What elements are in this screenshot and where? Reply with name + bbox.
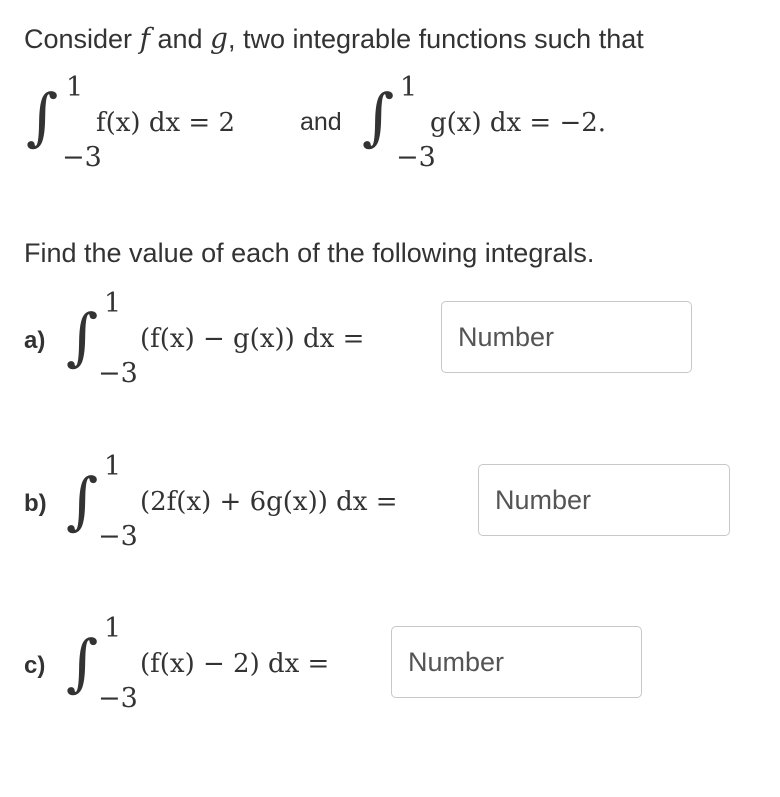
question-c-upper-limit: 1 bbox=[104, 613, 122, 644]
given-g-expression: g(x) dx = −2. bbox=[430, 108, 607, 138]
intro-f: f bbox=[139, 22, 150, 55]
question-c-integral-sign: ∫ bbox=[66, 626, 99, 699]
question-c-expression: (f(x) − 2) dx = bbox=[140, 649, 330, 679]
question-a-expression: (f(x) − g(x)) dx = bbox=[140, 324, 365, 354]
question-a-upper-limit: 1 bbox=[104, 288, 122, 319]
given-g-lower-limit: −3 bbox=[396, 142, 436, 173]
given-g-integral-sign: ∫ bbox=[362, 80, 395, 153]
question-b-upper-limit: 1 bbox=[104, 451, 122, 482]
question-b-answer-input[interactable] bbox=[478, 464, 730, 536]
question-a-label: a) bbox=[24, 327, 46, 354]
question-c-label: c) bbox=[24, 652, 46, 679]
question-c-answer-input[interactable] bbox=[391, 626, 642, 698]
question-b-lower-limit: −3 bbox=[98, 521, 138, 552]
question-a-integral-sign: ∫ bbox=[66, 300, 99, 373]
given-g-upper-limit: 1 bbox=[400, 72, 418, 103]
question-b-label: b) bbox=[24, 490, 47, 517]
question-c-lower-limit: −3 bbox=[98, 683, 138, 714]
question-a-lower-limit: −3 bbox=[98, 358, 138, 389]
given-f-integral-sign: ∫ bbox=[26, 80, 59, 153]
given-and: and bbox=[300, 108, 342, 136]
intro-prefix: Consider bbox=[24, 24, 133, 54]
given-f-expression: f(x) dx = 2 bbox=[96, 108, 236, 138]
question-b-expression: (2f(x) + 6g(x)) dx = bbox=[140, 487, 398, 517]
given-f-upper-limit: 1 bbox=[66, 72, 84, 103]
intro-g: g bbox=[210, 22, 228, 55]
instruction-text: Find the value of each of the following integrals. bbox=[24, 238, 595, 268]
intro-suffix: , two integrable functions such that bbox=[227, 24, 644, 54]
question-a-answer-input[interactable] bbox=[441, 301, 692, 373]
given-f-lower-limit: −3 bbox=[62, 142, 102, 173]
intro-mid: and bbox=[157, 24, 203, 54]
question-b-integral-sign: ∫ bbox=[66, 464, 99, 537]
intro-line bbox=[24, 22, 644, 55]
